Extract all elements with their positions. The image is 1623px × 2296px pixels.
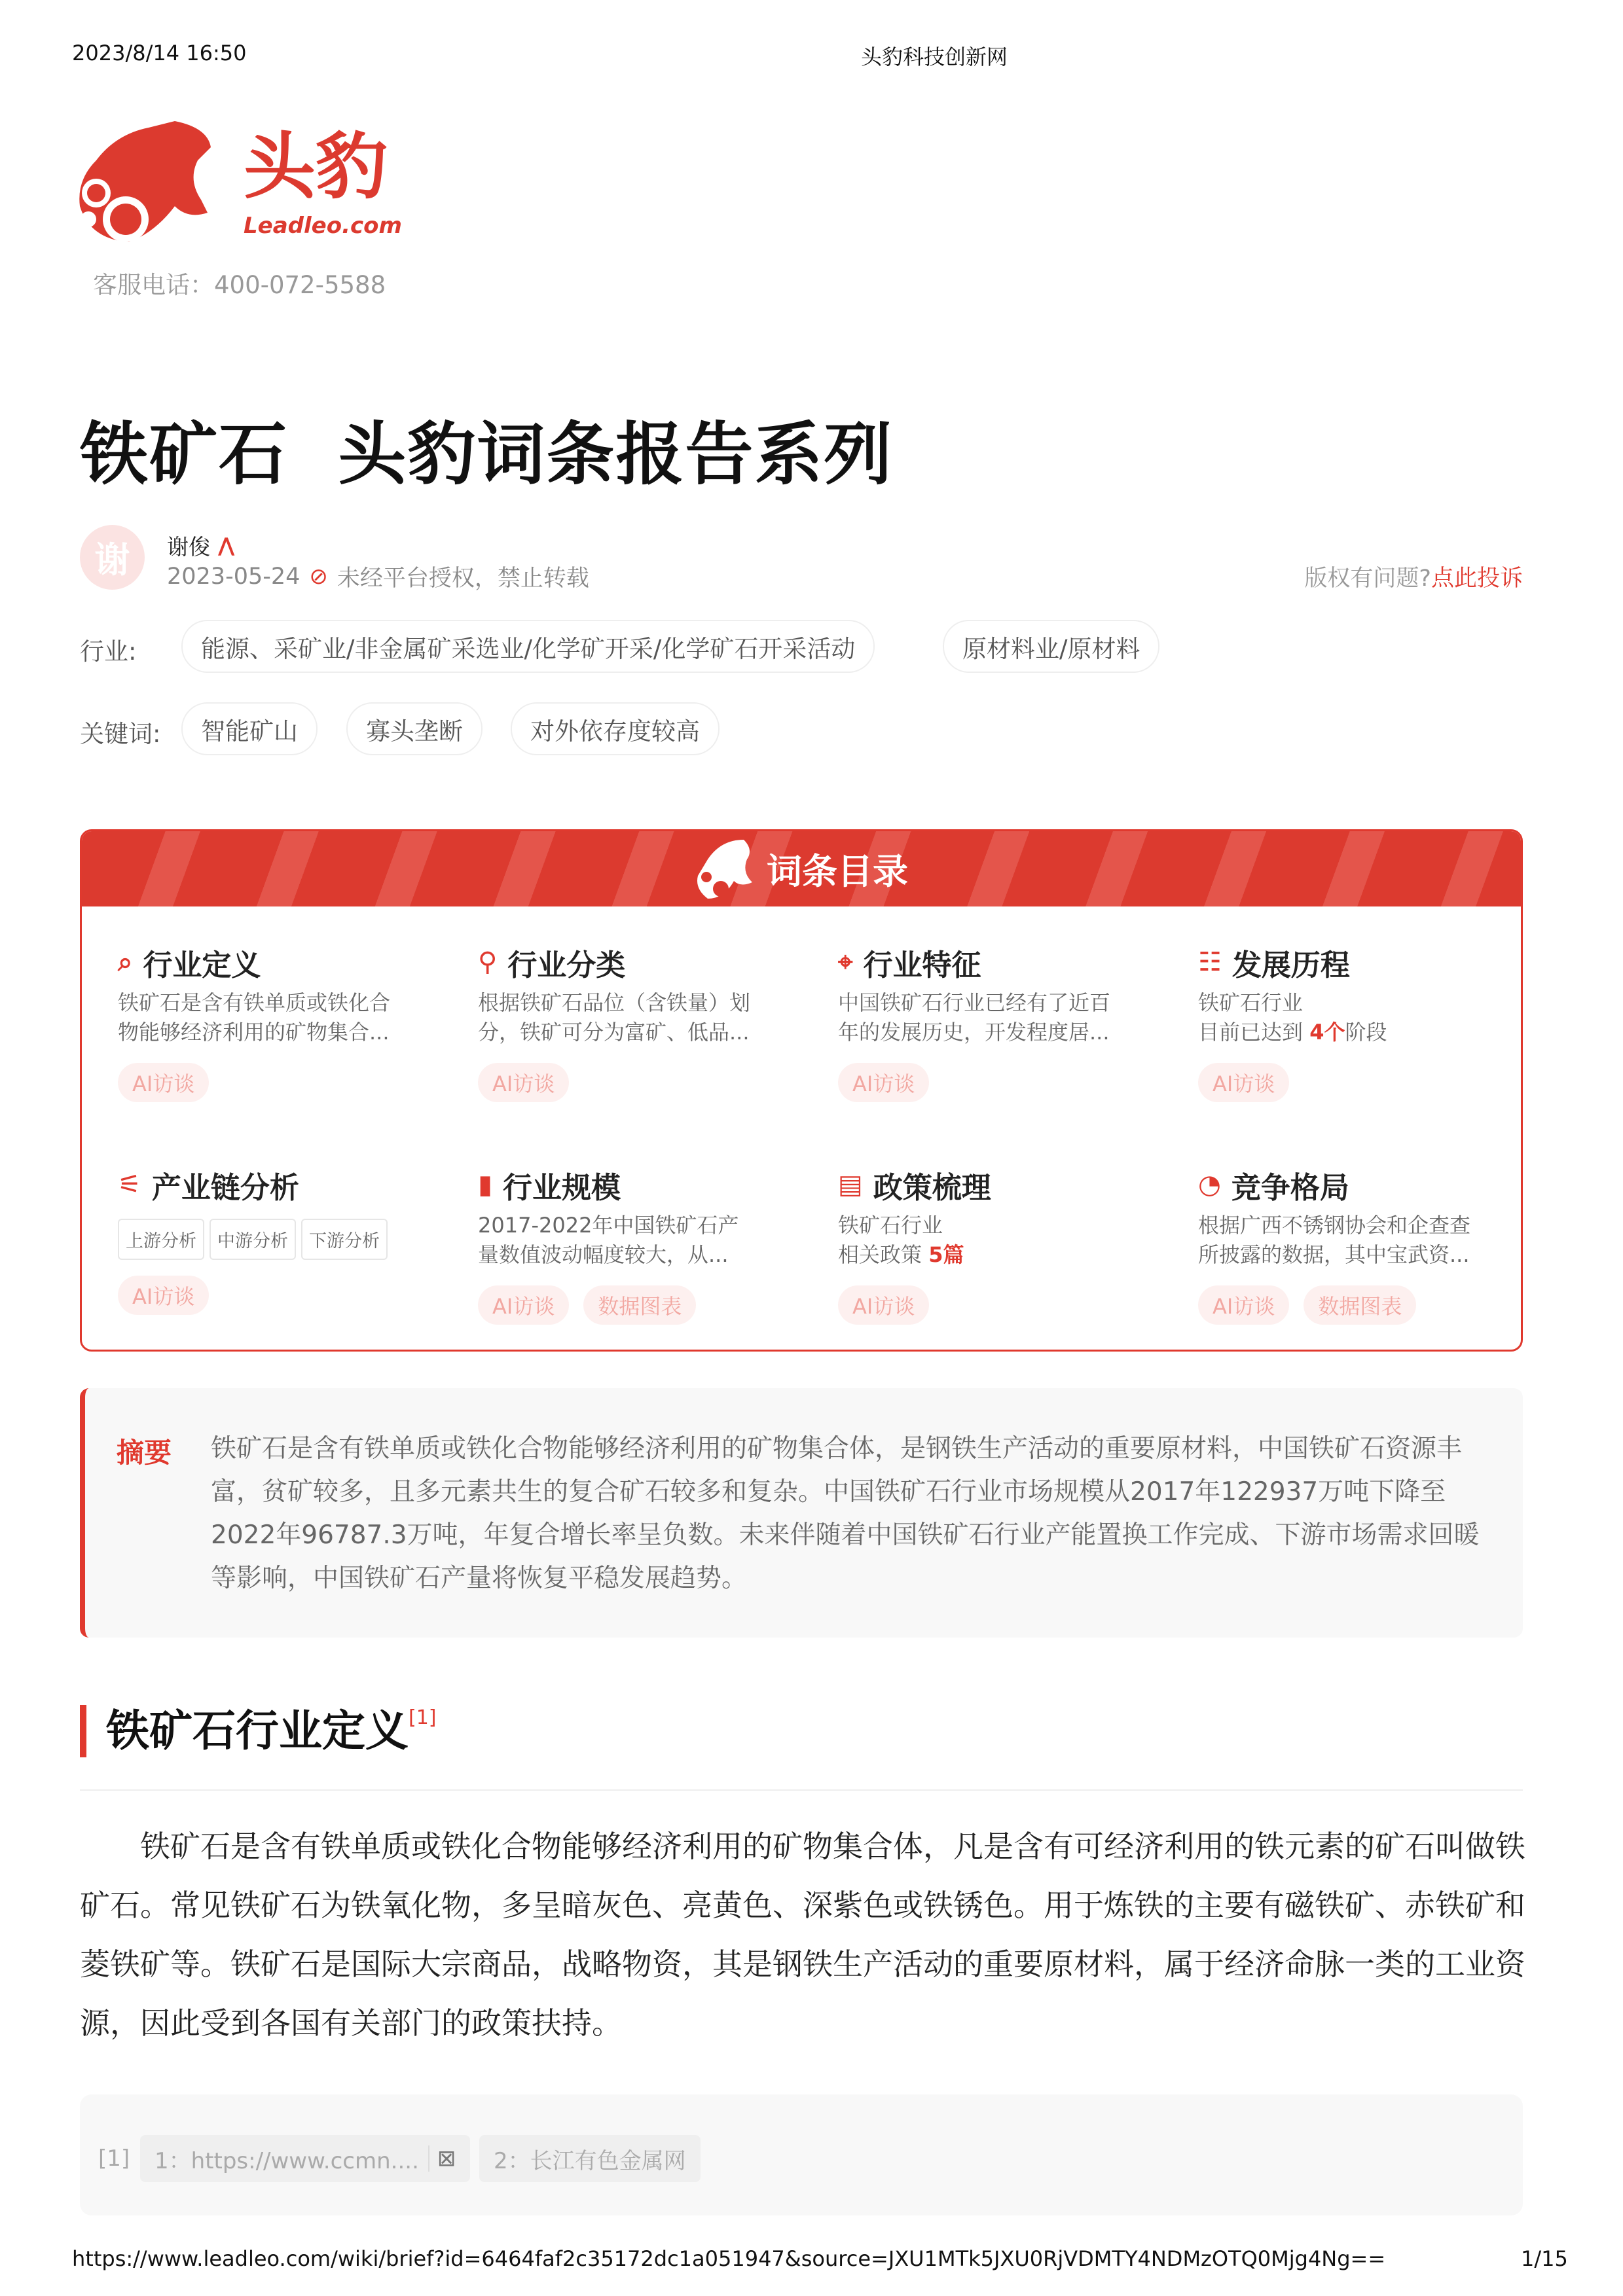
section-heading xyxy=(80,1705,437,1757)
pie-chart-icon: ◔ xyxy=(1198,1170,1221,1200)
toc-item-title: 竞争格局 xyxy=(1231,1170,1349,1205)
midstream-chip[interactable]: 中游分析 xyxy=(210,1219,296,1260)
toc-item-history[interactable] xyxy=(1198,942,1523,1102)
toc-item-definition[interactable] xyxy=(118,942,458,1102)
logo-cn: 头豹 xyxy=(244,125,388,209)
toc-item-policy[interactable] xyxy=(838,1165,1178,1325)
author-name[interactable]: 谢俊 xyxy=(167,534,210,560)
toc-item-title: 政策梳理 xyxy=(873,1170,991,1205)
data-chart-button[interactable]: 数据图表 xyxy=(1304,1285,1416,1325)
divider xyxy=(80,1789,1523,1791)
bar-chart-icon: ▮ xyxy=(478,1170,493,1200)
reference-item[interactable] xyxy=(479,2135,701,2182)
service-phone: 客服电话：400-072-5588 xyxy=(93,271,386,299)
page-title: 铁矿石 头豹词条报告系列 xyxy=(80,414,894,494)
chain-icon: ⚟ xyxy=(118,1170,141,1200)
stage-count: 4个 xyxy=(1309,1020,1345,1045)
toc-desc: 2017-2022年中国铁矿石产 xyxy=(478,1213,739,1238)
hierarchy-icon: ⚲ xyxy=(478,947,498,977)
publish-date: 2023-05-24 xyxy=(167,564,301,590)
toc-title: 词条目录 xyxy=(767,851,908,892)
toc-item-classification[interactable] xyxy=(478,942,818,1102)
toc-item-chain[interactable] xyxy=(118,1165,458,1315)
ai-interview-button[interactable]: AI访谈 xyxy=(118,1276,209,1315)
toc-desc: 铁矿石行业 xyxy=(1198,990,1304,1015)
reference-text: 1：https://www.ccmn.... xyxy=(155,2147,419,2174)
section-paragraph: 铁矿石是含有铁单质或铁化合物能够经济利用的矿物集合体，凡是含有可经济利用的铁元素的矿石叫做铁矿石。常见铁矿石为铁氧化物，多呈暗灰色、亮黄色、深紫色或铁锈色。用于炼铁的主要有磁铁矿、赤铁矿和菱铁矿等。铁矿石是国际大宗商品，战略物资，其是钢铁生产活动的重要原材料，属于经济命脉一类的工业资源，因此受到各国有关部门的政策扶持。 xyxy=(80,1829,1525,2041)
table-of-contents xyxy=(80,829,1523,1352)
leopard-logo-icon xyxy=(77,121,214,245)
reference-item[interactable] xyxy=(140,2135,470,2182)
toc-desc: 根据铁矿石品位（含铁量）划 xyxy=(478,990,751,1015)
ai-interview-button[interactable]: AI访谈 xyxy=(1198,1285,1289,1325)
ai-interview-button[interactable]: AI访谈 xyxy=(118,1063,209,1102)
ai-interview-button[interactable]: AI访谈 xyxy=(1198,1063,1289,1102)
complain-link[interactable]: 点此投诉 xyxy=(1431,565,1523,592)
page-number: 1/15 xyxy=(1521,2246,1568,2271)
toc-header xyxy=(82,831,1521,906)
upstream-chip[interactable]: 上游分析 xyxy=(118,1219,204,1260)
document-icon: ▤ xyxy=(838,1170,863,1200)
reference-label: [1] xyxy=(98,2145,130,2172)
ai-interview-button[interactable]: AI访谈 xyxy=(478,1063,569,1102)
no-repost-icon: ⊘ xyxy=(309,564,328,590)
toc-item-scale[interactable] xyxy=(478,1165,818,1325)
footer-url: https://www.leadleo.com/wiki/brief?id=6464faf2c35172dc1a051947&source=JXU1MTk5JXU0RjVDMTY4NDMzOTQ0Mjg4Ng== xyxy=(72,2246,1386,2271)
timeline-icon: ☷ xyxy=(1198,947,1222,977)
toc-desc: 中国铁矿石行业已经有了近百 xyxy=(838,990,1111,1015)
ai-interview-button[interactable]: AI访谈 xyxy=(838,1063,929,1102)
toc-desc: 铁矿石是含有铁单质或铁化合 xyxy=(118,990,391,1015)
toc-desc: 阶段 xyxy=(1345,1020,1387,1045)
toc-item-title: 行业规模 xyxy=(503,1170,621,1205)
keywords-label: 关键词: xyxy=(80,720,161,748)
industry-tag[interactable]: 能源、采矿业/非金属矿采选业/化学矿开采/化学矿石开采活动 xyxy=(181,620,875,673)
toc-desc: 根据广西不锈钢协会和企查查 xyxy=(1198,1213,1471,1238)
ai-interview-button[interactable]: AI访谈 xyxy=(478,1285,569,1325)
leadleo-logo[interactable] xyxy=(77,121,402,245)
print-datetime: 2023/8/14 16:50 xyxy=(72,41,247,65)
image-icon: ⊠ xyxy=(428,2145,456,2172)
toc-item-title: 行业定义 xyxy=(143,947,261,982)
data-chart-button[interactable]: 数据图表 xyxy=(583,1285,696,1325)
toc-item-title: 产业链分析 xyxy=(151,1170,299,1205)
toc-desc: 分，铁矿可分为富矿、低品... xyxy=(478,1020,750,1045)
copyright-question: 版权有问题? xyxy=(1304,565,1431,592)
keyword-tag[interactable]: 智能矿山 xyxy=(181,702,318,755)
toc-item-title: 行业特征 xyxy=(863,947,981,982)
feature-icon: ⌖ xyxy=(838,947,853,977)
author-badge-icon: ⋀ xyxy=(218,534,235,557)
downstream-chip[interactable]: 下游分析 xyxy=(301,1219,388,1260)
keyword-tag[interactable]: 寡头垄断 xyxy=(346,702,483,755)
section-title: 铁矿石行业定义 xyxy=(106,1706,409,1756)
toc-desc: 所披露的数据，其中宝武资... xyxy=(1198,1242,1470,1267)
industry-tag[interactable]: 原材料业/原材料 xyxy=(943,620,1159,673)
toc-item-competition[interactable] xyxy=(1198,1165,1523,1325)
ai-interview-button[interactable]: AI访谈 xyxy=(838,1285,929,1325)
toc-desc: 相关政策 xyxy=(838,1242,929,1267)
references-box xyxy=(80,2094,1523,2215)
industry-label: 行业: xyxy=(80,637,137,666)
reference-text: 2：长江有色金属网 xyxy=(494,2147,686,2174)
summary-label: 摘要 xyxy=(117,1437,172,1469)
avatar: 谢 xyxy=(80,525,145,590)
leopard-logo-icon xyxy=(695,836,754,902)
toc-item-title: 发展历程 xyxy=(1231,947,1350,982)
toc-desc: 量数值波动幅度较大，从... xyxy=(478,1242,729,1267)
toc-item-title: 行业分类 xyxy=(507,947,626,982)
toc-desc: 年的发展历史，开发程度居... xyxy=(838,1020,1110,1045)
keyword-tag[interactable]: 对外依存度较高 xyxy=(511,702,720,755)
policy-count: 5篇 xyxy=(928,1242,964,1267)
repost-notice: 未经平台授权，禁止转载 xyxy=(337,565,589,592)
toc-desc: 铁矿石行业 xyxy=(838,1213,943,1238)
reference-link[interactable]: [1] xyxy=(409,1706,437,1729)
search-frame-icon: ⌕ xyxy=(118,947,133,977)
toc-desc: 物能够经济利用的矿物集合... xyxy=(118,1020,390,1045)
summary-text: 铁矿石是含有铁单质或铁化合物能够经济利用的矿物集合体，是钢铁生产活动的重要原材料，中国铁矿石资源丰富，贫矿较多，且多元素共生的复合矿石较多和复杂。中国铁矿石行业市场规模从2017年122937万吨下降至2022年96787.3万吨，年复合增长率呈负数。未来伴随着中国铁矿石行业产能置换工作完成、下游市场需求回暖等影响，中国铁矿石产量将恢复平稳发展趋势。 xyxy=(211,1434,1480,1593)
toc-item-features[interactable] xyxy=(838,942,1178,1102)
summary-box xyxy=(80,1388,1523,1638)
logo-en: Leadleo.com xyxy=(244,213,402,239)
toc-desc: 目前已达到 xyxy=(1198,1020,1310,1045)
site-name: 头豹科技创新网 xyxy=(861,45,1008,69)
